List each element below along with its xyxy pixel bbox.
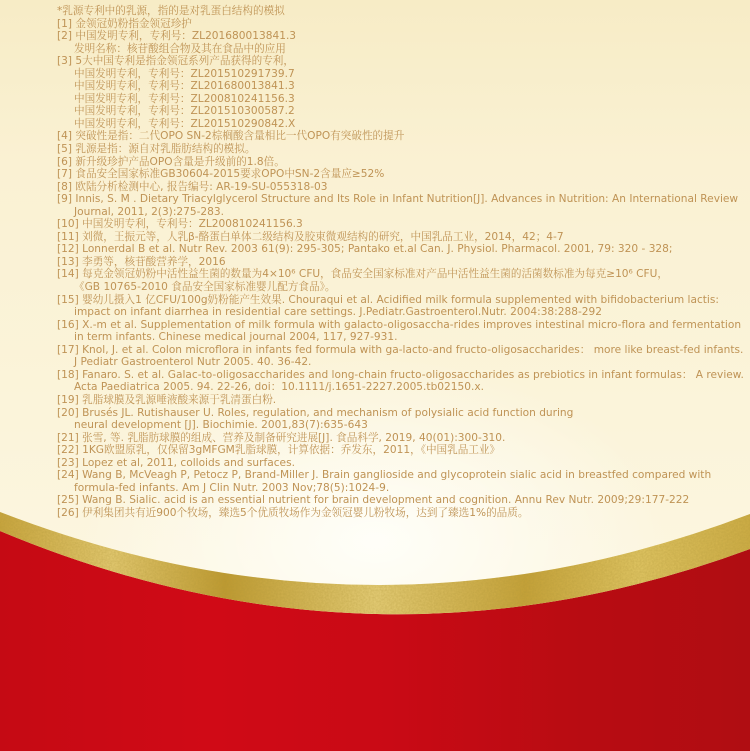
footnote-line: [20] Brusés JL. Rutishauser U. Roles, regulation, and mechanism of polysialic acid function during <box>57 406 574 419</box>
footnote-line: [12] Lonnerdal B et al. Nutr Rev. 2003 61(9): 295-305; Pantako et.al Can. J. Physiol. Pharmacol. 2001, 79: 320 - 328; <box>57 243 673 256</box>
footnote-line: J Pediatr Gastroenterol Nutr 2005. 40. 36-42. <box>74 356 312 369</box>
footnote-line: Journal, 2011, 2(3):275-283. <box>74 205 225 218</box>
footnote-line: [8] 欧陆分析检测中心, 报告编号: AR-19-SU-055318-03 <box>57 180 328 193</box>
footnote-line: [4] 突破性是指：二代OPO SN-2棕榈酸含量相比一代OPO有突破性的提升 <box>57 130 405 143</box>
bottom-curve-decoration <box>0 490 750 751</box>
footnote-line: 中国发明专利，专利号：ZL201510291739.7 <box>74 67 295 80</box>
footnote-line: 《GB 10765-2010 食品安全国家标准婴儿配方食品》。 <box>74 281 336 294</box>
footnote-line: [14] 每克金领冠奶粉中活性益生菌的数量为4×10⁶ CFU，食品安全国家标准对产品中活性益生菌的活菌数标准为每克≥10⁶ CFU， <box>57 268 668 281</box>
footnote-line: [25] Wang B. Sialic. acid is an essential nutrient for brain development and cognition. Annu Rev Nutr. 2009;29:177-222 <box>57 494 690 507</box>
footnote-line: [13] 李勇等，核苷酸营养学，2016 <box>57 255 226 268</box>
footnote-line: 发明名称：核苷酸组合物及其在食品中的应用 <box>74 42 286 55</box>
footnotes-list <box>57 5 744 519</box>
footnote-line: [15] 婴幼儿摄入1 亿CFU/100g奶粉能产生效果. Chouraqui et al. Acidified milk formula supplemented with bifidobacterium lactis: <box>57 293 719 306</box>
footnote-line: [23] Lopez et al, 2011, colloids and surfaces. <box>57 456 295 469</box>
footnote-line: [3] 5大中国专利是指金领冠系列产品获得的专利， <box>57 55 294 68</box>
footnote-line: [10] 中国发明专利，专利号：ZL200810241156.3 <box>57 218 303 231</box>
footnote-line: [18] Fanaro. S. et al. Galac-to-oligosaccharides and long-chain fructo-oligosaccharides as prebiotics in infant formulas： A review. <box>57 368 744 381</box>
footnote-line: [16] X.-m et al. Supplementation of milk formula with galacto-oligosaccha-rides improves intestinal micro-flora and fermentation <box>57 318 742 331</box>
footnote-line: 中国发明专利，专利号：ZL200810241156.3 <box>74 92 295 105</box>
footnote-line: [21] 张雪, 等. 乳脂肪球膜的组成、营养及制备研究进展[J]. 食品科学, 2019, 40(01):300-310. <box>57 431 506 444</box>
footnote-line: formula-fed infants. Am J Clin Nutr. 2003 Nov;78(5):1024-9. <box>74 481 390 494</box>
footnote-line: [11] 刘微，王振元等，人乳β-酪蛋白单体二级结构及胶束微观结构的研究，中国乳品工业，2014，42；4-7 <box>57 230 564 243</box>
footnote-line: 中国发明专利，专利号：ZL201510300587.2 <box>74 105 295 118</box>
footnote-line: [2] 中国发明专利，专利号：ZL201680013841.3 <box>57 30 297 43</box>
footnote-line: 中国发明专利，专利号：ZL201680013841.3 <box>74 80 295 93</box>
footnote-line: Acta Paediatrica 2005. 94. 22-26, doi：10.1111/j.1651-2227.2005.tb02150.x. <box>74 381 484 394</box>
footnote-line: [17] Knol, J. et al. Colon microflora in infants fed formula with ga-lacto-and fructo-oligosaccharides： more like breast-fed infants. <box>57 343 744 356</box>
footnote-line: [6] 新升级珍护产品OPO含量是升级前的1.8倍。 <box>57 155 285 168</box>
footnote-line: *乳源专利中的乳源，指的是对乳蛋白结构的模拟 <box>57 5 285 17</box>
footnote-line: 中国发明专利，专利号：ZL201510290842.X <box>74 117 296 130</box>
footnote-line: [19] 乳脂球膜及乳源唾液酸来源于乳清蛋白粉. <box>57 393 277 406</box>
footnote-line: [22] 1KG欧盟原乳，仅保留3gMFGM乳脂球膜，计算依据：乔发东，2011，《中国乳品工业》 <box>57 444 501 457</box>
footnote-line: impact on infant diarrhea in residential care settings. J.Pediatr.Gastroenterol.Nutr. 2004:38:288-292 <box>74 306 603 319</box>
footnote-line: [26] 伊利集团共有近900个牧场，臻选5个优质牧场作为金领冠婴儿粉牧场，达到了臻选1%的品质。 <box>57 506 529 519</box>
footnote-line: in term infants. Chinese medical journal 2004, 117, 927-931. <box>74 331 398 344</box>
footnote-line: [9] Innis, S. M . Dietary Triacylglycerol Structure and Its Role in Infant Nutrition[J]. Advances in Nutrition: An International Review <box>57 193 739 206</box>
footnote-line: [5] 乳源是指：源自对乳脂肪结构的模拟。 <box>57 143 256 156</box>
footnote-line: [24] Wang B, McVeagh P, Petocz P, Brand-Miller J. Brain ganglioside and glycoprotein sialic acid in breastfed compared with <box>57 469 712 482</box>
footnote-line: neural development [J]. Biochimie. 2001,83(7):635-643 <box>74 419 368 432</box>
footnote-line: [7] 食品安全国家标准GB30604-2015要求OPO中SN-2含量应≥52% <box>57 168 385 181</box>
footnote-line: [1] 金领冠奶粉指金领冠珍护 <box>57 17 192 30</box>
